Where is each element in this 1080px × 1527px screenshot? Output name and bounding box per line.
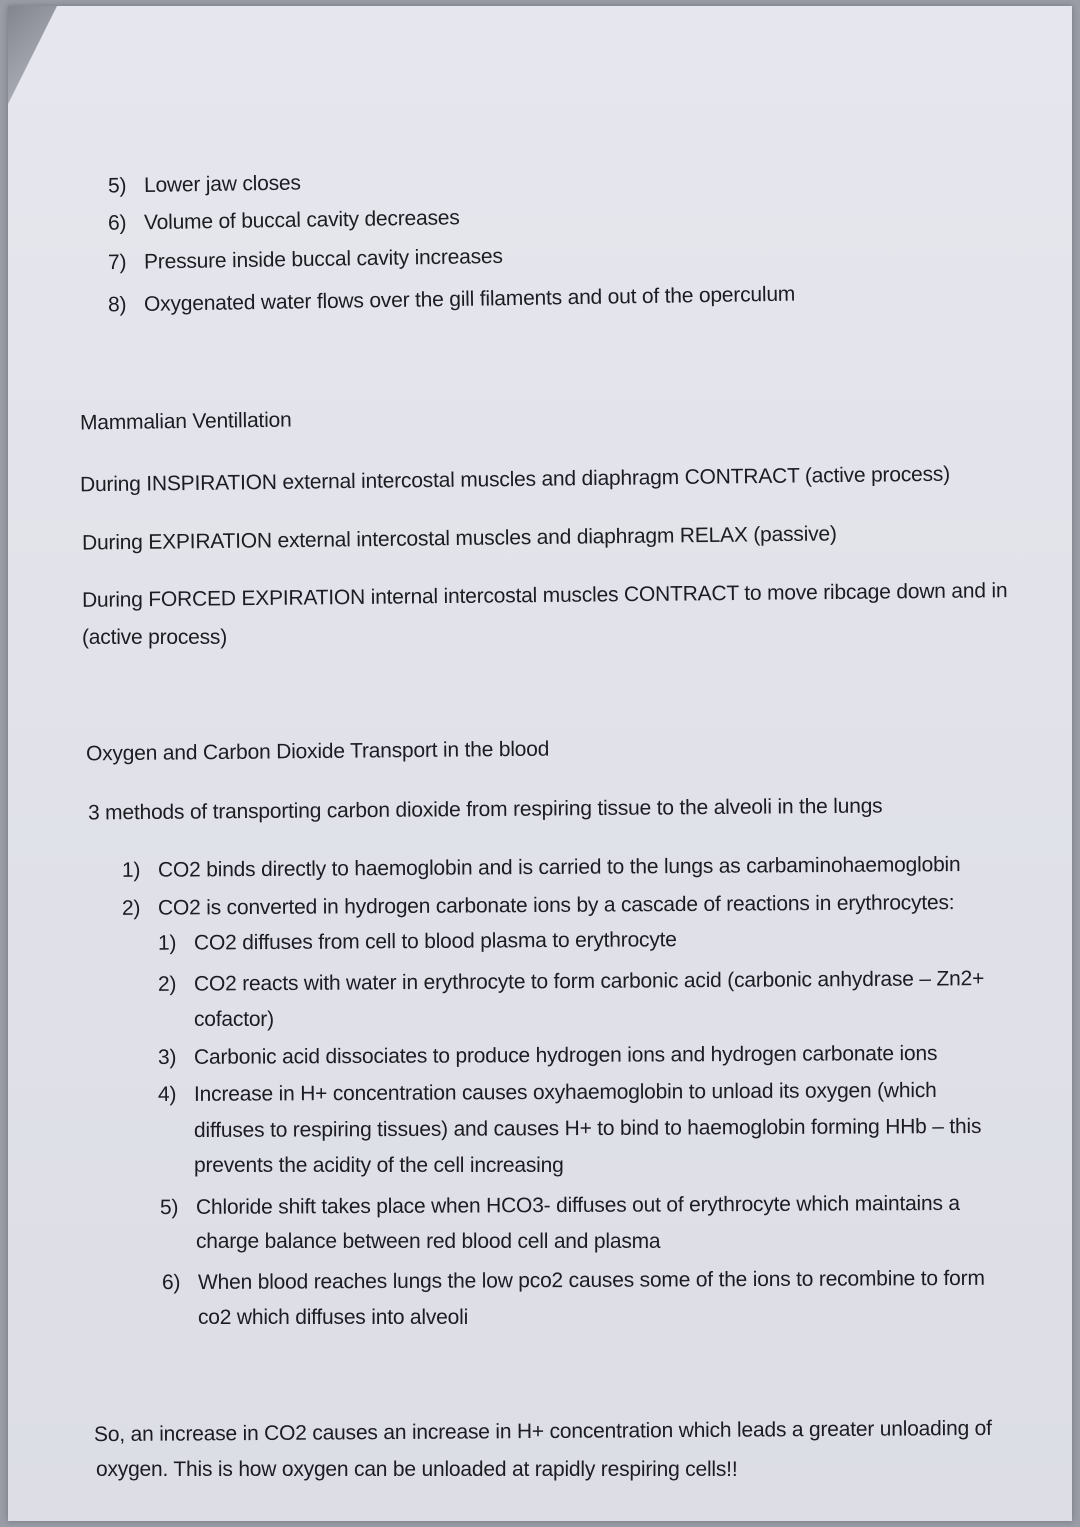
method-text: CO2 is converted in hydrogen carbonate ions by a cascade of reactions in erythrocytes: <box>157 891 955 920</box>
method-number: 1) <box>121 858 141 882</box>
substep-6-cont: co2 which diffuses into alveoli <box>198 1306 469 1329</box>
step-text: Pressure inside buccal cavity increases <box>143 244 503 274</box>
substep-number: 5) <box>159 1195 179 1220</box>
forced-expiration-text-1: During FORCED EXPIRATION internal intercostal muscles CONTRACT to move ribcage down and in <box>81 579 1008 612</box>
substep-number: 1) <box>157 931 177 955</box>
substep-text: When blood reaches lungs the low pco2 causes some of the ions to recombine to form <box>197 1266 985 1294</box>
substep-number: 4) <box>157 1082 177 1107</box>
page-content <box>8 6 1072 1521</box>
substep-number: 2) <box>157 972 177 996</box>
step-text: Lower jaw closes <box>143 171 301 197</box>
mammalian-heading: Mammalian Ventillation <box>79 408 292 435</box>
substep-text: Chloride shift takes place when HCO3- diffuses out of erythrocyte which maintains a <box>195 1191 960 1219</box>
step-number: 6) <box>107 211 127 235</box>
substep-4 <box>158 1077 937 1109</box>
step-number: 7) <box>107 250 127 275</box>
substep-number: 6) <box>161 1271 181 1295</box>
substep-text: CO2 diffuses from cell to blood plasma to erythrocyte <box>193 928 677 955</box>
inspiration-text: During INSPIRATION external intercostal muscles and diaphragm CONTRACT (active process) <box>79 462 951 497</box>
method-number: 2) <box>121 896 141 920</box>
gill-step-7 <box>108 243 503 277</box>
substep-number: 3) <box>157 1045 177 1070</box>
expiration-text: During EXPIRATION external intercostal muscles and diaphragm RELAX (passive) <box>81 522 837 555</box>
substep-text: CO2 reacts with water in erythrocyte to form carbonic acid (carbonic anhydrase – Zn2+ <box>193 967 985 996</box>
document-page <box>8 6 1072 1521</box>
gill-step-5 <box>108 169 301 200</box>
substep-1 <box>158 926 677 958</box>
gill-step-8 <box>108 281 796 320</box>
substep-2-cont: cofactor) <box>194 1008 274 1031</box>
substep-5 <box>160 1190 960 1222</box>
transport-intro: 3 methods of transporting carbon dioxide from respiring tissue to the alveoli in the lungs <box>87 794 883 825</box>
forced-expiration-text-2: (active process) <box>82 626 228 649</box>
substep-3 <box>158 1040 937 1072</box>
substep-6 <box>162 1265 985 1297</box>
substep-4-cont-1: diffuses to respiring tissues) and causes H+ to bind to haemoglobin forming HHb – this <box>193 1114 982 1143</box>
substep-5-cont: charge balance between red blood cell and plasma <box>196 1230 661 1253</box>
substep-4-cont-2: prevents the acidity of the cell increasing <box>194 1154 564 1177</box>
summary-line-1: So, an increase in CO2 causes an increase in H+ concentration which leads a greater unloading of <box>93 1416 992 1447</box>
step-text: Volume of buccal cavity decreases <box>143 206 460 235</box>
method-text: CO2 binds directly to haemoglobin and is carried to the lungs as carbaminohaemoglobin <box>157 853 961 882</box>
summary-line-2: oxygen. This is how oxygen can be unloaded at rapidly respiring cells!! <box>96 1458 738 1481</box>
step-number: 5) <box>107 174 127 198</box>
step-number: 8) <box>107 293 127 317</box>
substep-2 <box>158 965 984 999</box>
transport-heading: Oxygen and Carbon Dioxide Transport in the blood <box>85 737 550 766</box>
gill-step-6 <box>108 204 460 238</box>
substep-text: Increase in H+ concentration causes oxyhaemoglobin to unload its oxygen (which <box>193 1078 937 1106</box>
method-2 <box>122 889 955 923</box>
substep-text: Carbonic acid dissociates to produce hydrogen ions and hydrogen carbonate ions <box>193 1041 938 1069</box>
method-1 <box>122 851 961 885</box>
step-text: Oxygenated water flows over the gill filaments and out of the operculum <box>143 282 796 316</box>
